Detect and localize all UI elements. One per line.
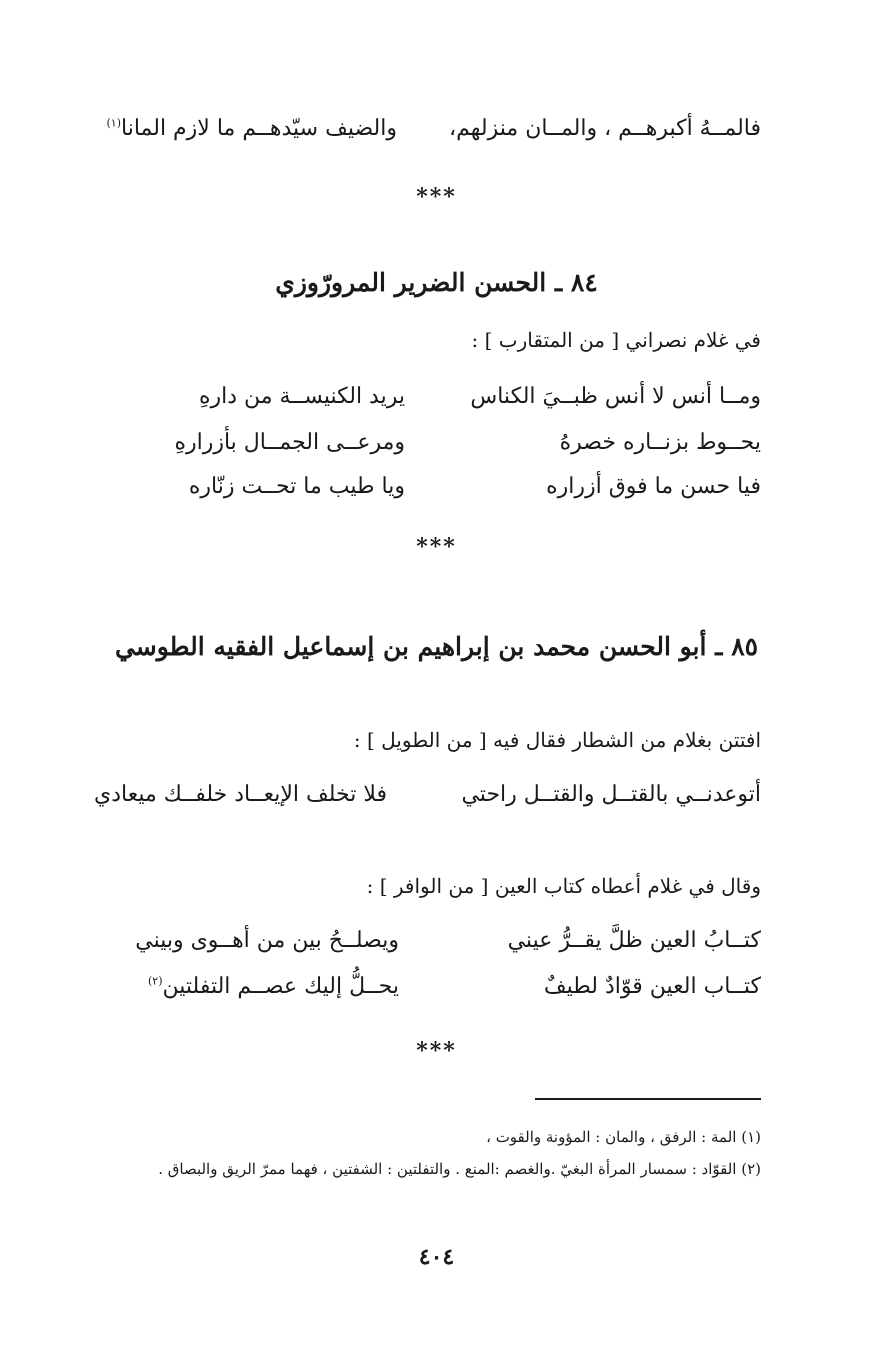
hemistich-right: يحــوط بزنــاره خصرهُ: [559, 430, 761, 455]
section-separator: ***: [416, 1038, 457, 1064]
verse-line: [0, 474, 873, 508]
footnote-ref: (١): [106, 116, 121, 130]
hemistich-right: فيا حسن ما فوق أزراره: [546, 474, 761, 499]
hemistich-right: كتــاب العين قوّادٌ لطيفٌ: [543, 974, 761, 999]
verse-line: [0, 782, 873, 816]
section-intro-85a: افتتن بغلام من الشطار فقال فيه [ من الطويل ] :: [353, 728, 761, 752]
verse-line: [0, 430, 873, 464]
section-title-84: ٨٤ ـ الحسن الضرير المرورّوزي: [275, 268, 598, 297]
section-separator: ***: [416, 184, 457, 210]
hemistich-left: [148, 974, 399, 999]
hemistich-right: أتوعدنــي بالقتــل والقتــل راحتي: [461, 782, 761, 807]
hemistich-right: فالمــهُ أكبرهــم ، والمــان منزلهم،: [449, 116, 761, 141]
section-separator: ***: [416, 534, 457, 560]
hemistich-left-text: يحــلُّ إليك عصــم التفلتين: [162, 974, 399, 999]
hemistich-left: فلا تخلف الإيعــاد خلفــك ميعادي: [94, 782, 387, 807]
page-number: ٤٠٤: [418, 1244, 455, 1270]
hemistich-left: ويا طيب ما تحــت زنّاره: [188, 474, 405, 499]
hemistich-right: كتــابُ العين ظلَّ يقــرُّ عيني: [507, 928, 761, 953]
section-intro-84: في غلام نصراني [ من المتقارب ] :: [471, 328, 761, 352]
opening-verse: [0, 116, 873, 150]
footnote-1: (١) المة : الرفق ، والمان : المؤونة والقوت ،: [486, 1128, 761, 1146]
verse-line: [0, 974, 873, 1008]
footnote-2: (٢) القوّاد : سمسار المرأة البغيّ .والغصم :المنع . والتفلتين : الشفتين ، فهما ممرّ الريق والبصاق .: [158, 1160, 761, 1178]
verse-line: [0, 384, 873, 418]
footnote-rule: [535, 1098, 761, 1100]
hemistich-left: [106, 116, 397, 141]
footnote-ref: (٢): [148, 974, 163, 988]
section-intro-85b: وقال في غلام أعطاه كتاب العين [ من الوافر ] :: [366, 874, 761, 898]
hemistich-right: ومــا أنس لا أنس ظبــيَ الكناس: [470, 384, 761, 409]
hemistich-left: ومرعــى الجمــال بأزرارهِ: [174, 430, 405, 455]
hemistich-left: يريد الكنيســة من دارهِ: [198, 384, 405, 409]
verse-line: [0, 928, 873, 962]
hemistich-left: ويصلــحُ بين من أهــوى وبيني: [135, 928, 399, 953]
hemistich-left-text: والضيف سيّدهــم ما لازم المانا: [121, 116, 397, 141]
section-title-85: ٨٥ ـ أبو الحسن محمد بن إبراهيم بن إسماعيل الفقيه الطوسي: [114, 632, 759, 661]
